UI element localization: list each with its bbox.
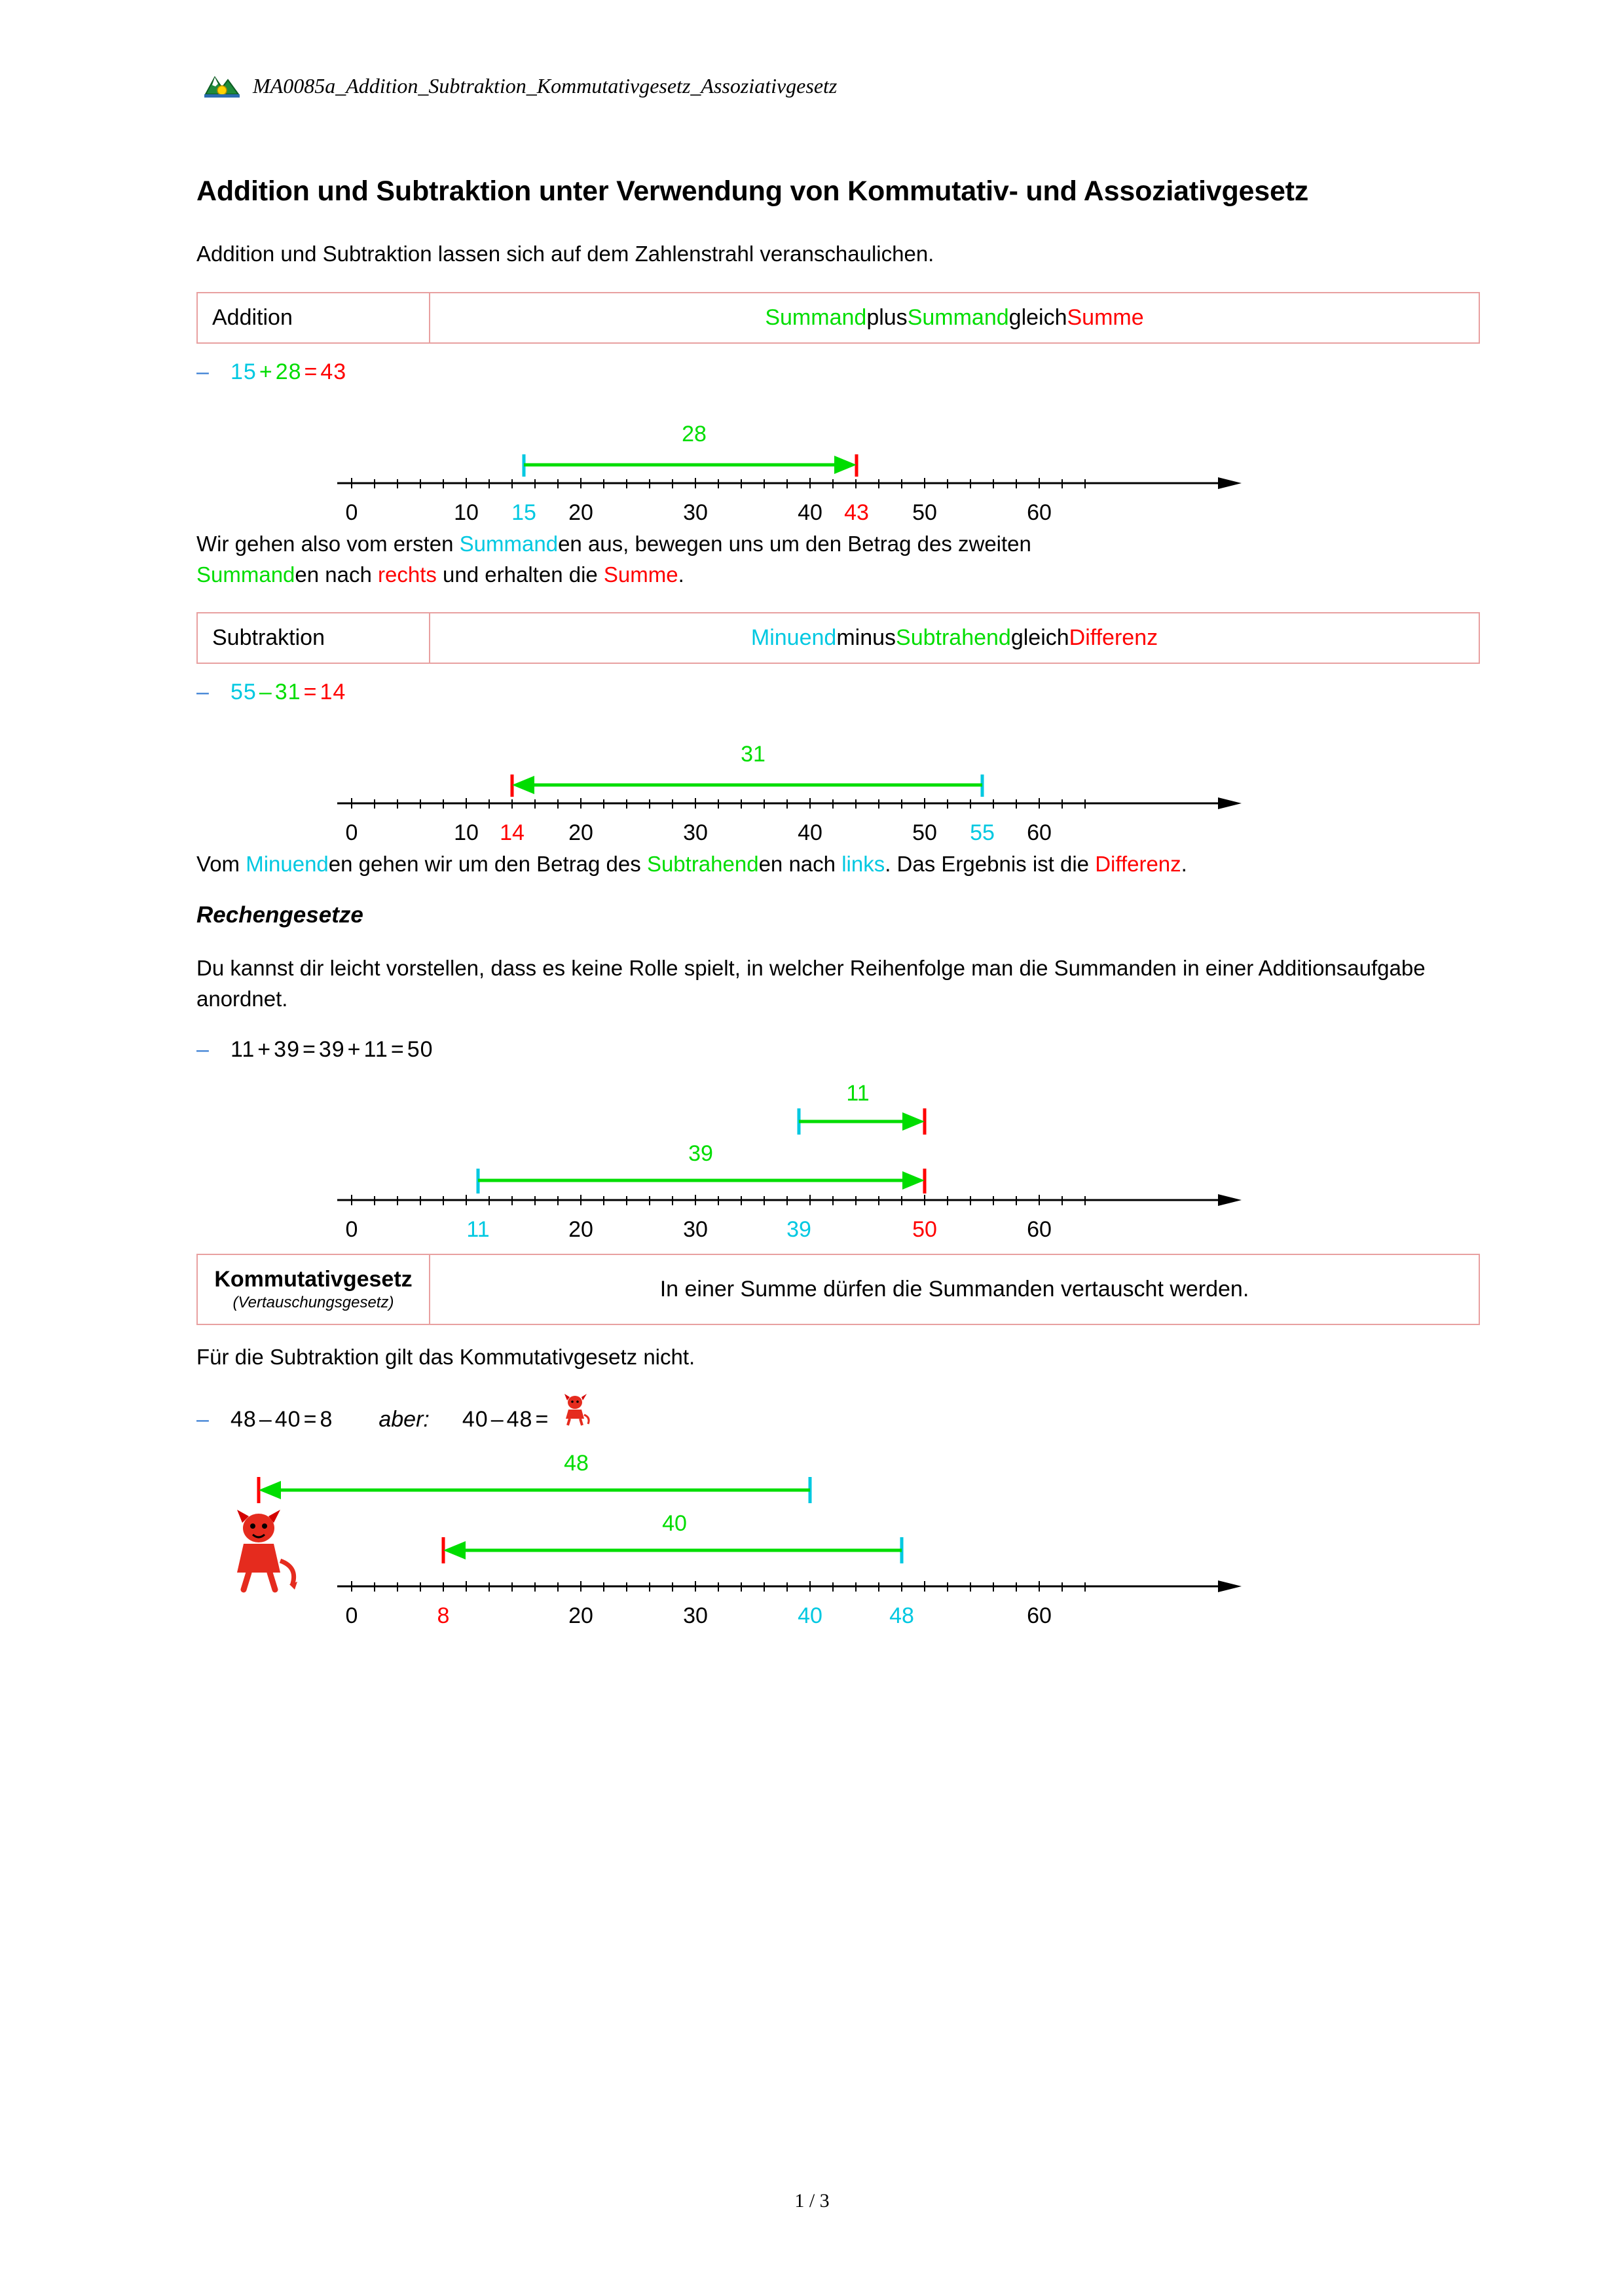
text-frag-5: . — [678, 562, 684, 587]
svg-text:60: 60 — [1027, 820, 1052, 843]
word-summe: Summe — [1067, 304, 1144, 330]
eq-komm-op1: + — [257, 1037, 272, 1063]
definition-box-kommutativgesetz — [196, 1254, 1480, 1325]
text-frag-2: en aus, bewegen uns um den Betrag des zweiten — [558, 531, 1031, 556]
eq-nok-d: 48 — [506, 1406, 533, 1432]
bullet-dash: – — [196, 680, 209, 705]
word-rechts: rechts — [378, 562, 437, 587]
svg-text:43: 43 — [844, 500, 869, 522]
text-frag-10: . — [1181, 852, 1187, 877]
text-frag-1: Wir gehen also vom ersten — [196, 531, 460, 556]
svg-text:40: 40 — [798, 500, 822, 522]
word-plus: plus — [866, 304, 908, 330]
svg-text:0: 0 — [345, 500, 358, 522]
text-frag-4: und erhalten die — [436, 562, 604, 587]
document-body — [196, 173, 1480, 1635]
svg-text:11: 11 — [466, 1217, 490, 1240]
word-aber: aber: — [378, 1406, 430, 1432]
eq-nok-b: 40 — [274, 1406, 301, 1432]
svg-text:40: 40 — [798, 820, 822, 843]
page-title: Addition und Subtraktion unter Verwendung von Kommutativ- und Assoziativgesetz — [196, 175, 1309, 207]
svg-text:48: 48 — [889, 1603, 914, 1628]
eq-komm-b: 39 — [274, 1037, 300, 1063]
svg-text:20: 20 — [568, 1603, 593, 1628]
definition-text-subtraktion — [430, 613, 1479, 663]
bullet-dash: – — [196, 1037, 209, 1063]
svg-text:15: 15 — [511, 500, 536, 522]
eq-nok-eq1: = — [303, 1406, 318, 1432]
eq-add-op1: + — [259, 359, 273, 384]
definition-label-kommutativgesetz — [198, 1255, 430, 1324]
eq-komm-d: 11 — [363, 1037, 388, 1063]
word-gleich-2: gleich — [1010, 625, 1069, 651]
word-summand-2: Summand — [907, 304, 1009, 330]
equation-nokommutativ-left — [231, 1407, 333, 1432]
word-minus: minus — [836, 625, 896, 651]
bullet-dash: – — [196, 1406, 209, 1432]
text-frag-8: en nach — [758, 852, 842, 877]
eq-nok-op2: – — [490, 1406, 504, 1432]
svg-text:48: 48 — [564, 1450, 589, 1476]
eq-komm-r: 50 — [407, 1037, 434, 1063]
svg-text:11: 11 — [846, 1081, 870, 1106]
svg-text:50: 50 — [912, 500, 937, 522]
eq-add-r: 43 — [320, 359, 347, 384]
word-minuend: Minuend — [750, 625, 837, 651]
word-summand-1: Summand — [765, 304, 867, 330]
text-frag-6: Vom — [196, 852, 246, 877]
eq-sub-r: 14 — [320, 680, 346, 705]
numberline-nokommutativ — [196, 1439, 1480, 1629]
word-gleich-1: gleich — [1008, 304, 1067, 330]
eq-nok-eq2: = — [535, 1406, 549, 1432]
svg-text:30: 30 — [683, 1603, 708, 1628]
word-differenz-inline: Differenz — [1095, 852, 1181, 877]
page-footer: 1 / 3 — [794, 2190, 830, 2212]
svg-text:55: 55 — [970, 820, 995, 843]
svg-text:20: 20 — [568, 820, 593, 843]
kommutativ-label-main: Kommutativgesetz — [214, 1267, 413, 1292]
svg-text:60: 60 — [1027, 1217, 1052, 1240]
intro-paragraph: Addition und Subtraktion lassen sich auf dem Zahlenstrahl veranschaulichen. — [196, 241, 934, 266]
svg-text:50: 50 — [912, 1217, 937, 1240]
word-minuend-inline: Minuend — [246, 852, 329, 877]
svg-text:50: 50 — [912, 820, 937, 843]
definition-text-kommutativgesetz: In einer Summe dürfen die Summanden vertauscht werden. — [659, 1277, 1249, 1302]
svg-text:20: 20 — [568, 1217, 593, 1240]
eq-nok-a: 48 — [231, 1406, 257, 1432]
word-differenz: Differenz — [1069, 625, 1158, 651]
text-frag-3: en nach — [295, 562, 378, 587]
svg-text:40: 40 — [798, 1603, 822, 1628]
paragraph-kommutativ-nicht: Für die Subtraktion gilt das Kommutativgesetz nicht. — [196, 1345, 695, 1370]
svg-text:39: 39 — [688, 1141, 713, 1167]
section-heading-rechengesetze: Rechengesetze — [196, 902, 363, 928]
eq-add-a: 15 — [231, 359, 257, 384]
bullet-dash: – — [196, 359, 209, 384]
svg-text:14: 14 — [500, 820, 525, 843]
svg-text:30: 30 — [683, 1217, 708, 1240]
numberline-addition — [196, 392, 1480, 522]
word-links: links — [841, 852, 885, 877]
eq-nok-op1: – — [259, 1406, 272, 1432]
eq-komm-a: 11 — [231, 1037, 255, 1063]
definition-label-addition: Addition — [198, 293, 430, 342]
devil-icon — [561, 1390, 591, 1432]
svg-text:31: 31 — [741, 742, 766, 767]
svg-text:28: 28 — [682, 421, 707, 446]
svg-text:40: 40 — [662, 1510, 687, 1536]
eq-komm-eq1: = — [302, 1037, 316, 1063]
paragraph-rechengesetze: Du kannst dir leicht vorstellen, dass es keine Rolle spielt, in welcher Reihenfolge man die Summanden in einer Additionsaufgabe anordnet. — [196, 956, 1426, 1011]
eq-sub-b: 31 — [274, 680, 301, 705]
equation-addition — [196, 359, 1480, 385]
svg-text:0: 0 — [345, 820, 358, 843]
text-frag-9: . Das Ergebnis ist die — [885, 852, 1096, 877]
eq-sub-a: 55 — [231, 680, 257, 705]
equation-nokommutativ — [196, 1390, 1480, 1432]
svg-text:0: 0 — [345, 1603, 358, 1628]
word-subtrahend: Subtrahend — [896, 625, 1011, 651]
svg-text:0: 0 — [345, 1217, 358, 1240]
document-header — [203, 71, 837, 101]
svg-text:60: 60 — [1027, 500, 1052, 522]
eq-komm-c: 39 — [318, 1037, 345, 1063]
definition-label-subtraktion: Subtraktion — [198, 613, 430, 663]
svg-text:60: 60 — [1027, 1603, 1052, 1628]
definition-text-addition — [430, 293, 1479, 342]
eq-komm-eq2: = — [390, 1037, 405, 1063]
equation-nokommutativ-right — [462, 1407, 551, 1432]
word-summe-inline: Summe — [603, 562, 678, 587]
equation-addition-text — [231, 359, 346, 385]
word-summand-inline-2: Summand — [196, 562, 295, 587]
kommutativ-label-sub: (Vertauschungsgesetz) — [232, 1294, 394, 1312]
mountain-logo-icon — [203, 71, 241, 101]
equation-kommutativ — [196, 1037, 1480, 1063]
definition-box-subtraktion — [196, 612, 1480, 664]
eq-add-eq: = — [304, 359, 318, 384]
eq-nok-r: 8 — [320, 1406, 333, 1432]
equation-kommutativ-text — [231, 1037, 434, 1063]
eq-nok-c: 40 — [462, 1406, 489, 1432]
text-frag-7: en gehen wir um den Betrag des — [328, 852, 647, 877]
numberline-kommutativ — [196, 1069, 1480, 1239]
equation-subtraktion — [196, 680, 1480, 705]
header-title: MA0085a_Addition_Subtraktion_Kommutativgesetz_Assoziativgesetz — [253, 73, 838, 98]
eq-sub-eq: = — [303, 680, 318, 705]
svg-text:30: 30 — [683, 500, 708, 522]
svg-text:20: 20 — [568, 500, 593, 522]
devil-icon-large — [237, 1510, 297, 1590]
eq-sub-op1: – — [259, 680, 272, 705]
definition-box-addition — [196, 292, 1480, 344]
svg-text:10: 10 — [454, 500, 479, 522]
svg-text:10: 10 — [454, 820, 479, 843]
svg-text:8: 8 — [437, 1603, 450, 1628]
eq-add-b: 28 — [275, 359, 302, 384]
word-subtrahend-inline: Subtrahend — [646, 852, 759, 877]
word-summand-inline-1: Summand — [459, 531, 559, 556]
svg-text:30: 30 — [683, 820, 708, 843]
paragraph-after-addition — [196, 529, 1480, 591]
paragraph-after-subtraktion — [196, 849, 1480, 880]
equation-subtraktion-text — [231, 680, 346, 705]
numberline-subtraktion — [196, 712, 1480, 843]
eq-komm-op2: + — [347, 1037, 361, 1063]
svg-text:39: 39 — [786, 1217, 811, 1240]
